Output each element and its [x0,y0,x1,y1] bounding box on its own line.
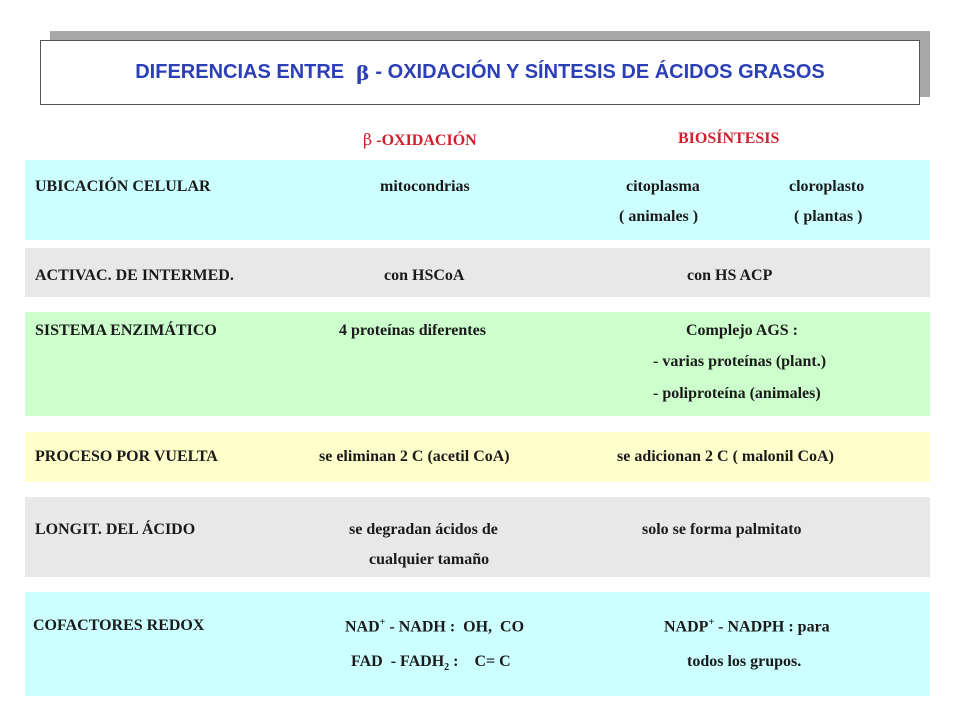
proceso-synthesis: se adicionan 2 C ( malonil CoA) [617,448,834,465]
row-activacion [25,248,930,297]
cofactor-nadh-text: - NADH : OH, CO [385,618,525,636]
cofactores-synthesis-1 [664,617,830,636]
row-sistema [25,312,930,416]
sistema-synthesis-1: Complejo AGS : [686,322,798,339]
row-longitud [25,497,930,577]
cofactores-synthesis-2: todos los grupos. [687,653,802,670]
activacion-oxidation: con HSCoA [384,267,465,284]
title-prefix: DIFERENCIAS ENTRE [135,61,345,83]
longitud-label: LONGIT. DEL ÁCIDO [35,521,196,538]
header-oxidation [363,130,477,150]
longitud-oxidation-2: cualquier tamaño [369,551,490,568]
page-title [40,40,920,105]
activacion-synthesis: con HS ACP [687,267,773,284]
ubicacion-synth-animal: citoplasma [626,178,700,195]
longitud-oxidation-1: se degradan ácidos de [349,521,498,538]
row-ubicacion [25,160,930,240]
sistema-synthesis-3: - poliproteína (animales) [653,385,821,402]
cofactor-nadph-text: - NADPH : para [714,618,830,636]
header-oxidation-beta: β [363,130,373,149]
cofactor-nad-charge: + [379,617,386,628]
ubicacion-label: UBICACIÓN CELULAR [35,178,211,195]
title-beta: β [356,60,370,85]
sistema-synthesis-2: - varias proteínas (plant.) [653,353,827,370]
proceso-label: PROCESO POR VUELTA [35,448,218,465]
title-suffix: - OXIDACIÓN Y SÍNTESIS DE ÁCIDOS GRASOS [375,61,825,83]
cofactor-fadh-text: : C= C [449,653,511,670]
cofactor-nadp: NADP [664,618,709,636]
cofactor-nadp-charge: + [708,617,715,628]
ubicacion-oxidation: mitocondrias [380,178,470,195]
cofactor-nad: NAD [345,618,380,636]
cofactores-oxidation-1 [345,617,524,636]
activacion-label: ACTIVAC. DE INTERMED. [35,267,234,284]
ubicacion-synth-plant: cloroplasto [789,178,865,195]
row-proceso [25,432,930,482]
sistema-label: SISTEMA ENZIMÁTICO [35,322,217,339]
ubicacion-synth-plant-note: ( plantas ) [794,208,863,225]
cofactor-fadh-subscript: 2 [444,662,450,674]
proceso-oxidation: se eliminan 2 C (acetil CoA) [319,448,510,465]
cofactores-label: COFACTORES REDOX [33,617,205,634]
cofactor-fad: FAD - FADH [351,653,445,670]
longitud-synthesis: solo se forma palmitato [642,521,802,538]
cofactores-oxidation-2 [351,653,511,673]
ubicacion-synth-animal-note: ( animales ) [619,208,699,225]
sistema-oxidation: 4 proteínas diferentes [339,322,486,339]
row-cofactores [25,592,930,696]
header-biosynthesis: BIOSÍNTESIS [678,130,780,147]
header-oxidation-label: -OXIDACIÓN [376,132,477,149]
